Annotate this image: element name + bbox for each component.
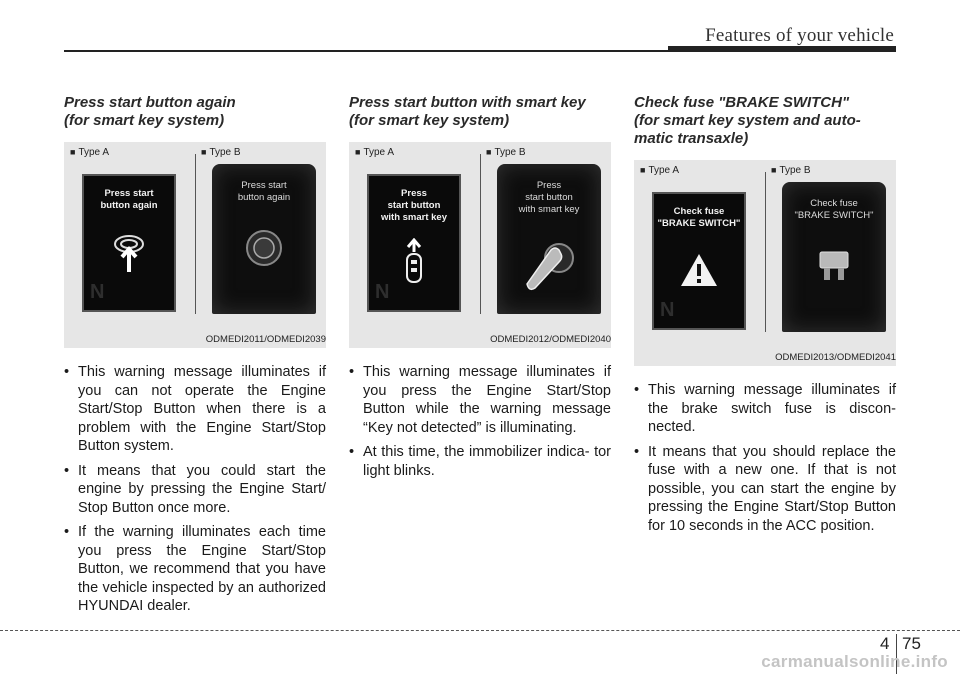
type-a-label: ■ Type A [355,147,395,158]
bullet-item: • If the warning illuminates each time you press the Engine Start/Stop Button, we recommend that you have the vehicle inspected by an authorized HYUNDAI dealer. [64,523,326,616]
start-button-press-icon [111,234,147,274]
header-rule [64,50,896,52]
page-number: 75 [902,634,921,653]
bullet-item: • This warning message illuminates if the brake switch fuse is discon- nected. [634,381,896,437]
cluster-screen-type-a [82,174,176,312]
cluster-screen-type-a [652,192,746,330]
section-check-fuse [634,94,896,541]
smart-key-icon [521,236,577,292]
smart-key-press-icon [397,238,431,284]
bullet-list [634,381,896,535]
screen-message: Press start button with smart key [381,188,447,223]
cluster-screen-type-a [367,174,461,312]
page-header-title: Features of your vehicle [705,25,894,46]
watermark: carmanualsonline.info [761,652,948,671]
bullet-item: • This warning message illuminates if you can not operate the Engine Start/Stop Button when there is a problem with the Engine Start/Stop Button system. [64,363,326,456]
figure-code: ODMEDI2011/ODMEDI2039 [205,334,326,345]
bullet-item: • It means that you could start the engine by pressing the Engine Start/ Stop Button once more. [64,462,326,518]
gear-indicator-icon: N [660,299,675,321]
bullet-item: • At this time, the immobilizer indica- tor light blinks. [349,443,611,480]
cluster-screen-type-b [212,164,316,314]
fuse-icon [814,248,854,282]
footer-rule [0,630,960,631]
section-title: Press start button with smart key (for smart key system) [349,94,586,129]
figure-press-start-again [64,142,326,348]
cluster-screen-type-b [497,164,601,314]
section-press-start-smart-key [349,94,611,486]
type-b-label: ■ Type B [201,147,241,158]
chapter-number: 4 [880,634,890,653]
screen-message: Press start button again [100,188,158,211]
bullet-item: • This warning message illuminates if you press the Engine Start/Stop Button while the warning message “Key not detected” is illuminating. [349,363,611,437]
figure-divider [195,154,196,314]
screen-message: Press start button again [237,180,291,203]
figure-code: ODMEDI2012/ODMEDI2040 [490,334,611,345]
bullet-list [349,363,611,480]
gear-indicator-icon: N [90,281,105,303]
screen-message: Press start button with smart key [518,180,580,215]
bullet-list [64,363,326,616]
figure-check-fuse [634,160,896,366]
figure-divider [480,154,481,314]
cluster-screen-type-b [782,182,886,332]
figure-divider [765,172,766,332]
section-press-start-again [64,94,326,622]
section-title: Check fuse "BRAKE SWITCH" (for smart key system and auto- matic transaxle) [634,94,861,147]
type-a-label: ■ Type A [640,165,680,176]
screen-message: Check fuse "BRAKE SWITCH" [794,198,874,221]
section-title: Press start button again (for smart key system) [64,94,236,129]
figure-code: ODMEDI2013/ODMEDI2041 [775,352,896,363]
start-button-icon [244,228,284,268]
type-b-label: ■ Type B [771,165,811,176]
warning-icon [679,252,719,288]
type-a-label: ■ Type A [70,147,110,158]
gear-indicator-icon: N [375,281,390,303]
bullet-item: • It means that you should replace the fuse with a new one. If that is not possible, you can start the engine by pressing the Engine Start/Stop Button for 10 seconds in the ACC position. [634,443,896,536]
figure-press-start-smart-key [349,142,611,348]
type-b-label: ■ Type B [486,147,526,158]
screen-message: Check fuse "BRAKE SWITCH" [657,206,741,229]
